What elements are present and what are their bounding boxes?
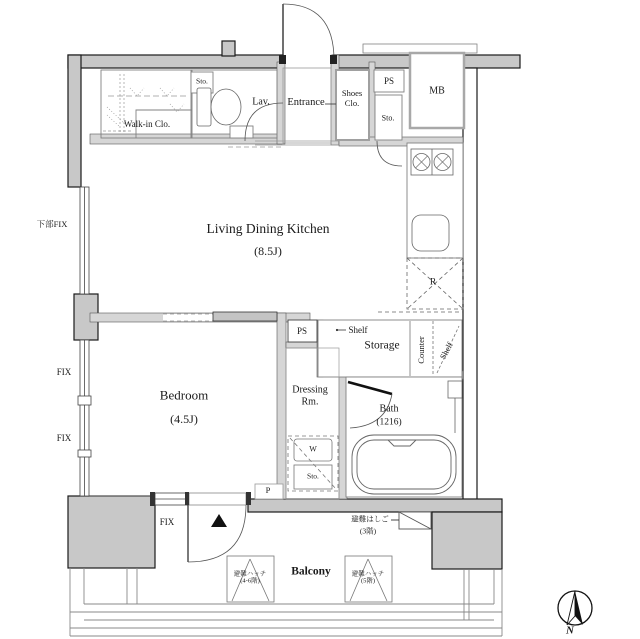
label-bath-size: (1216) [376,417,402,428]
label-shelf-mid: Shelf [348,324,368,335]
label-washer-storage: Sto. [307,471,319,481]
label-shoes-closet: Shoes Clo. [341,88,363,108]
escape-ladder-box [391,512,431,529]
label-ldk: Living Dining Kitchen [206,221,330,237]
label-refrigerator: R [429,277,437,288]
label-balcony: Balcony [291,565,331,578]
label-shelf-side: Shelf [437,340,455,361]
refrigerator-space [378,258,463,312]
label-entrance: Entrance [287,96,325,108]
label-washer: W [309,444,317,454]
label-window-fix-bottom: FIX [159,516,175,527]
label-storage-mid: Storage [364,339,400,352]
balcony-door-arc [188,505,246,562]
label-escape-ladder: 避難はしご [351,514,389,524]
label-lavatory: Lav. [252,96,270,108]
label-dressing-room: Dressing Rm. [292,384,328,407]
label-storage-top: Sto. [196,76,208,86]
bedroom-sliding-door [213,312,277,321]
label-window-lower-fix: 下部FIX [36,219,68,230]
label-window-fix-upper: FIX [56,366,72,377]
label-pipe-space-top: PS [383,75,395,86]
label-meter-box: MB [429,85,445,97]
label-compass-north: N [566,624,574,637]
label-storage-right: Sto. [381,113,395,123]
sink-fixture [412,215,449,251]
label-pipe-space-mid: PS [296,325,308,336]
label-bath: Bath [379,403,399,415]
label-hatch-left: 避難ハッチ (4-6階) [233,570,267,585]
direction-triangle-marker [211,514,227,527]
label-escape-ladder-floor: (3階) [359,526,377,536]
label-pipe: P [265,485,271,496]
label-bedroom-size: (4.5J) [170,412,198,427]
entrance-door-arc [283,4,334,60]
compass-icon [558,591,592,625]
label-ldk-size: (8.5J) [254,244,282,259]
label-window-fix-lower: FIX [56,432,72,443]
toilet-fixture [197,88,241,126]
label-bedroom: Bedroom [159,387,209,403]
label-hatch-right: 避難ハッチ (5階) [351,570,385,585]
label-walk-in-closet: Walk-in Clo. [123,118,171,129]
balcony-railing [70,568,502,636]
label-counter: Counter [416,336,427,364]
